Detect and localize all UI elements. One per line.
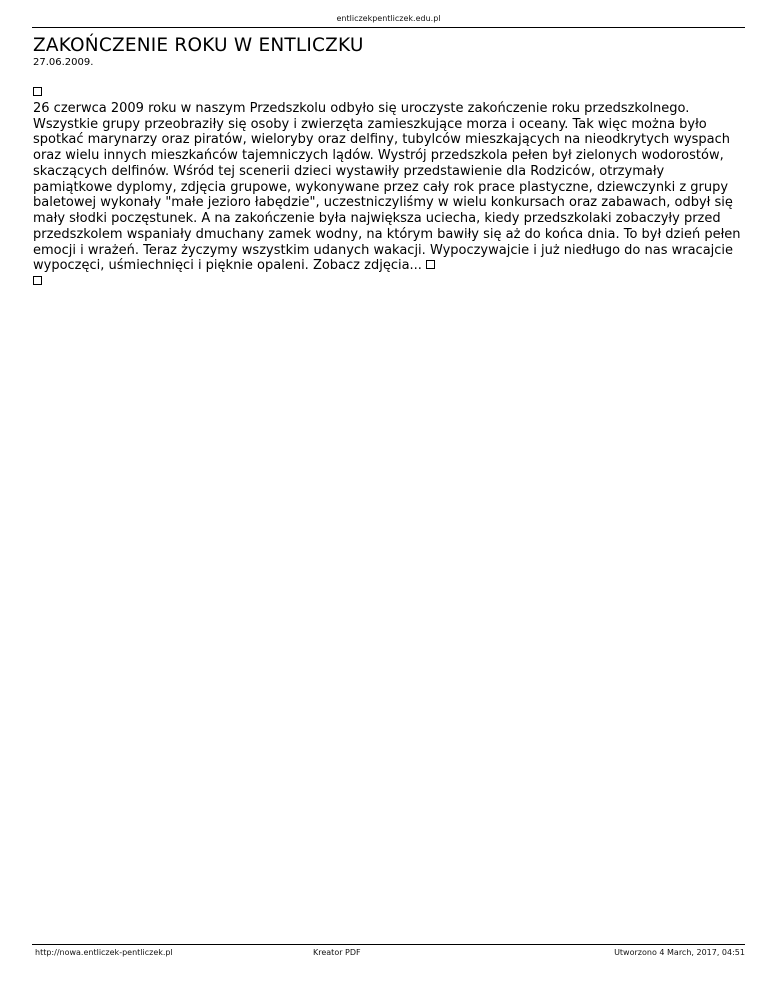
article-date: 27.06.2009. [33,57,94,68]
site-header: entliczekpentliczek.edu.pl [336,14,441,23]
footer-generator: Kreator PDF [313,948,361,957]
footer-created: Utworzono 4 March, 2017, 04:51 [614,948,745,957]
missing-image-box-icon [33,276,42,285]
footer-url: http://nowa.entliczek-pentliczek.pl [35,948,173,957]
header-divider [32,27,745,28]
footer-divider [32,944,745,945]
missing-image-box-icon [33,87,42,96]
image-placeholder-bottom [33,274,745,290]
article-body: 26 czerwca 2009 roku w naszym Przedszkolu odbyło się uroczyste zakończenie roku przedszkolnego. Wszystkie grupy przeobraziły się osoby i zwierzęta zamieszkujące morza i oceany. Tak więc można było spotkać marynarzy oraz piratów, wieloryby oraz delfiny, tubylców mieszkających na nieodkrytych wyspach oraz wielu innych mieszkańców tajemniczych lądów. Wystrój przedszkola pełen był zielonych wodorostów, skaczących delfinów. Wśród tej scenerii dzieci wystawiły przedstawienie dla Rodziców, otrzymały pamiątkowe dyplomy, zdjęcia grupowe, wykonywane przez cały rok prace plastyczne, dziewczynki z grupy baletowej wykonały "małe jezioro łabędzie", uczestniczyliśmy w wielu konkursach oraz zabawach, odbył się mały słodki poczęstunek. A na zakończenie była największa uciecha, kiedy przedszkolaki zobaczyły przed przedszkolem wspaniały dmuchany zamek wodny, na którym bawiły się aż do końca dnia. To był dzień pełen emocji i wrażeń. Teraz życzymy wszystkim udanych wakacji. Wypoczywajcie i już niedługo do nas wracajcie wypoczęci, uśmiechnięci i pięknie opaleni. Zobacz zdjęcia... [33,100,741,274]
article-title: ZAKOŃCZENIE ROKU W ENTLICZKU [33,35,364,56]
image-placeholder-top [33,85,745,101]
article-content [33,85,745,290]
missing-image-box-icon [426,260,435,269]
article-body-wrapper [33,101,745,274]
pdf-page [32,0,745,994]
